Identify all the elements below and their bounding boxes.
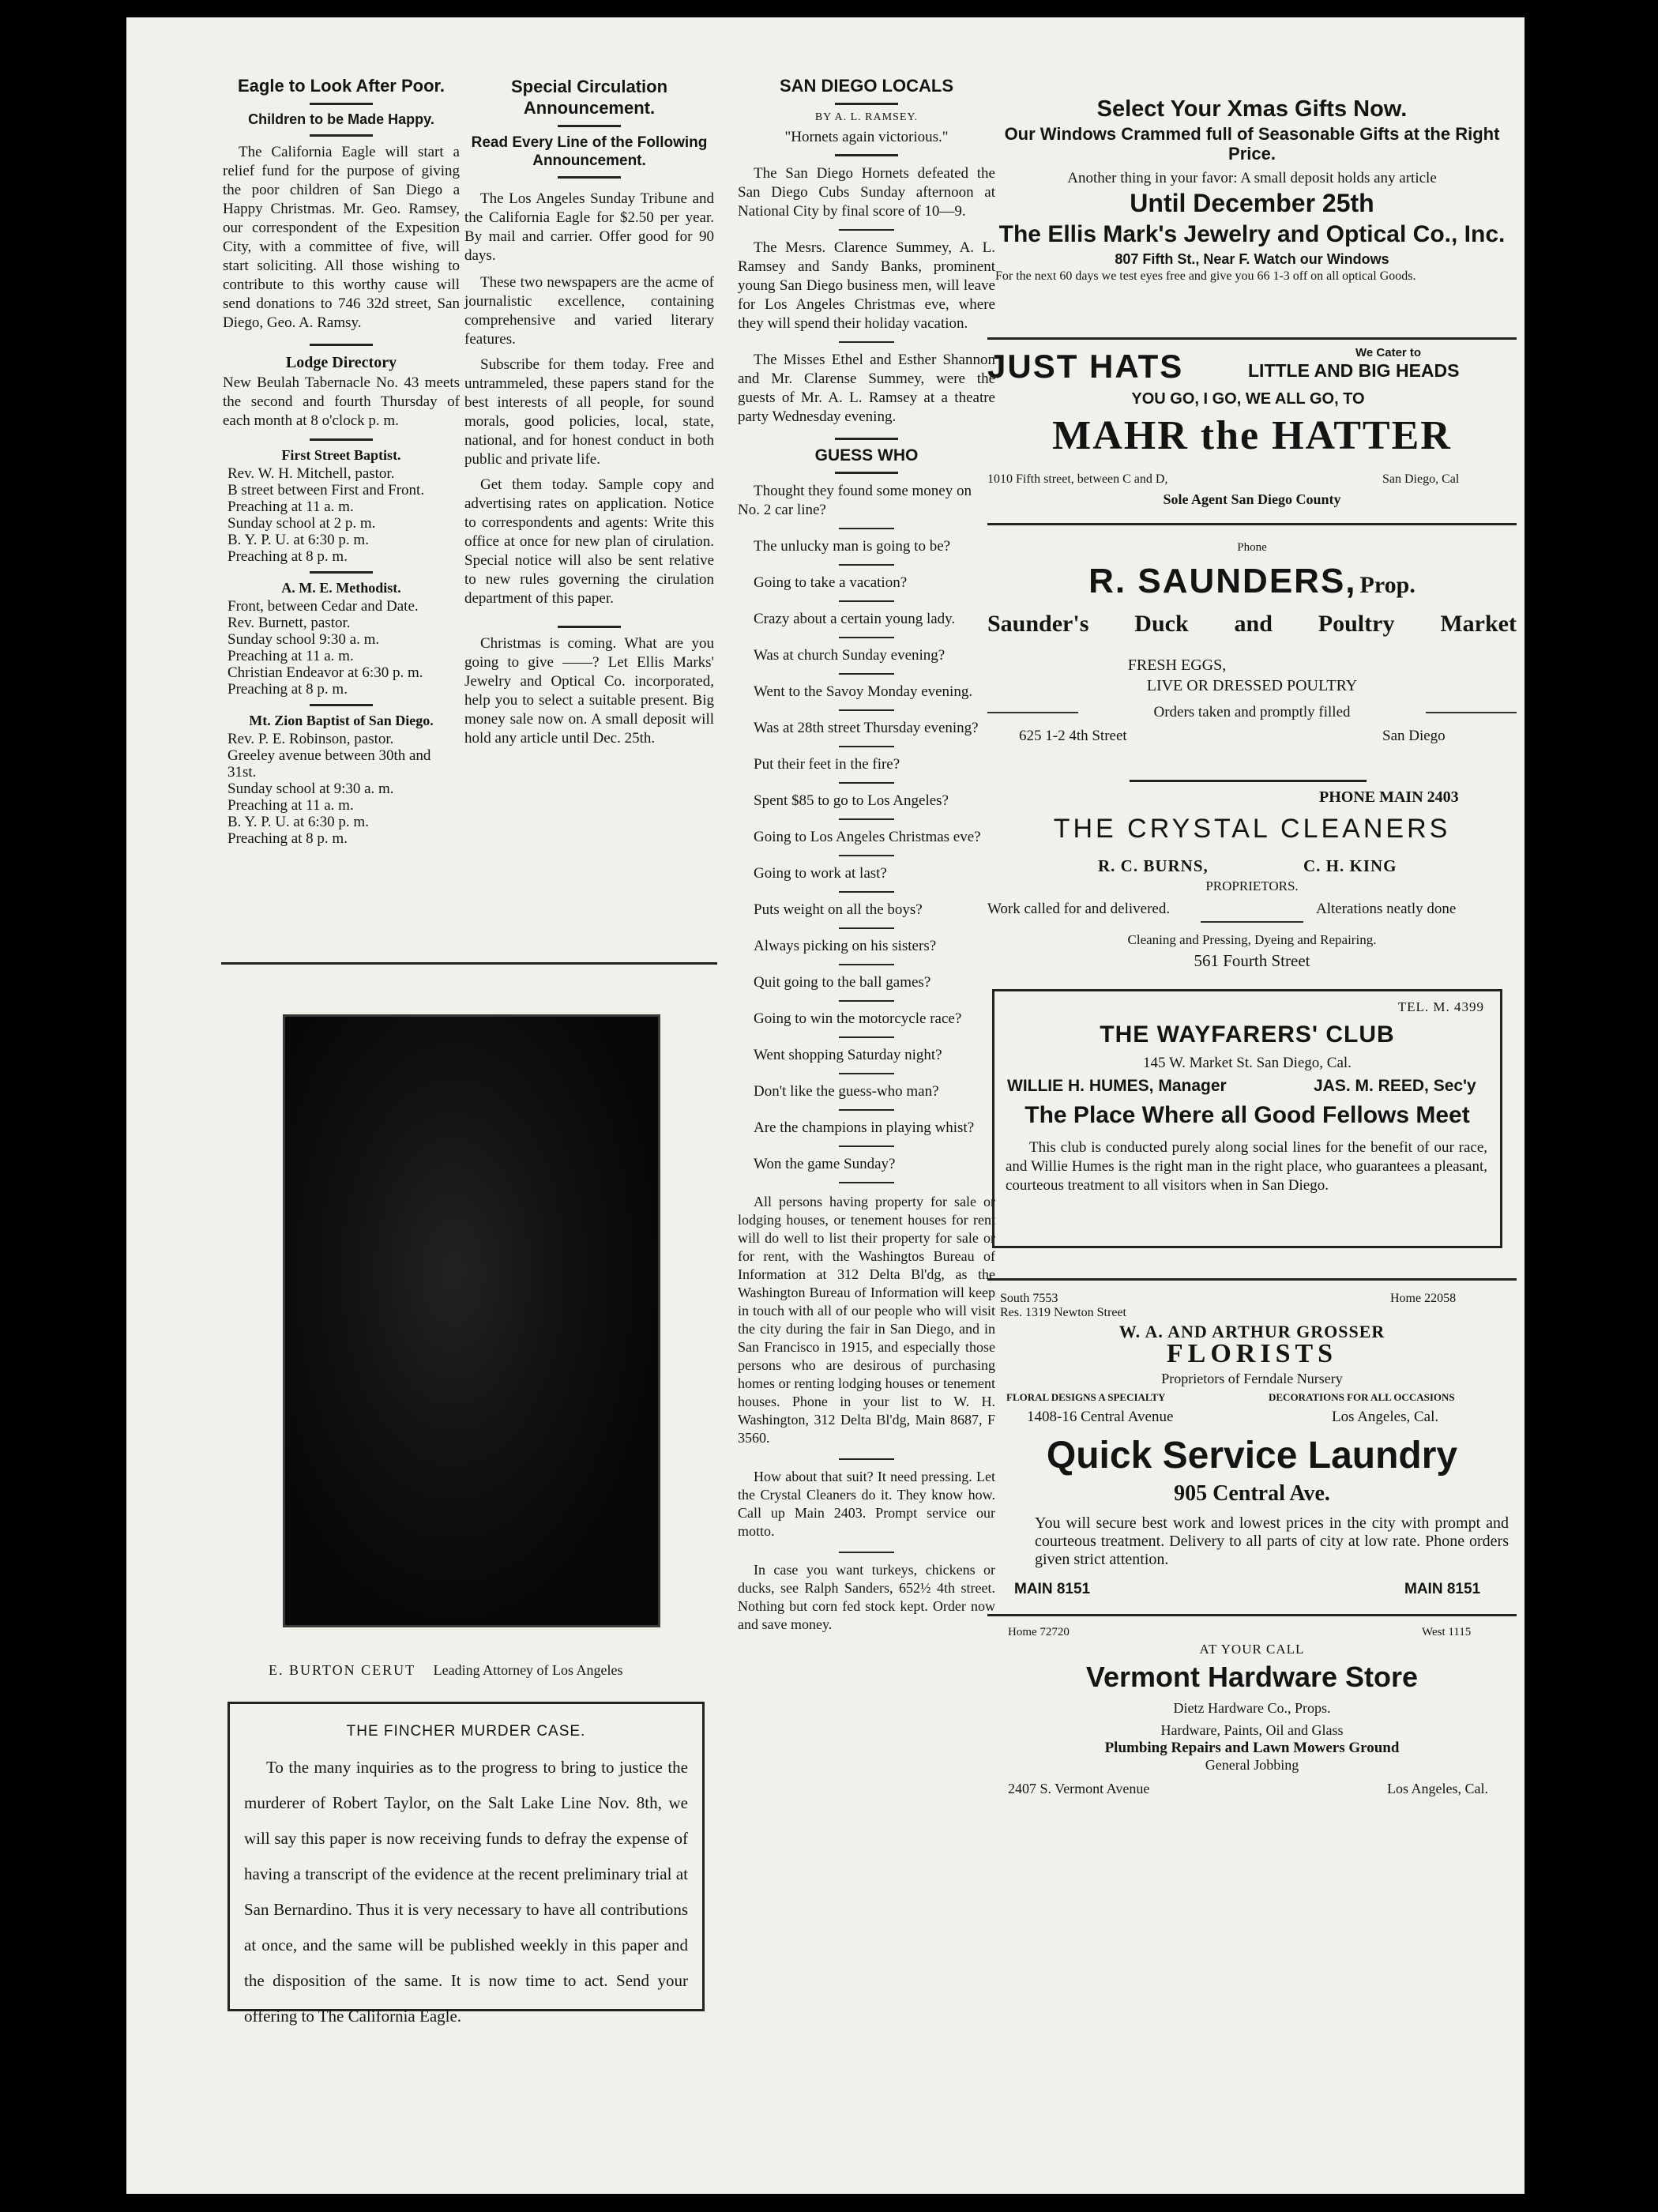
zion-list — [223, 731, 460, 847]
vermont-address: 2407 S. Vermont Avenue — [1008, 1781, 1150, 1796]
grosser-florists-ad — [987, 1281, 1517, 1428]
vermont-props: Dietz Hardware Co., Props. — [1173, 1700, 1331, 1716]
grosser-proprietors: Proprietors of Ferndale Nursery — [1161, 1371, 1343, 1386]
list-item: Rev. Burnett, pastor. — [227, 615, 351, 631]
grosser-florists: FLORISTS — [1166, 1339, 1338, 1368]
saunders-market-word: Poultry — [1318, 611, 1395, 637]
wayfarers-tel: TEL. M. 4399 — [1397, 999, 1484, 1014]
crystal-name: THE CRYSTAL CLEANERS — [1053, 814, 1451, 844]
list-item: Christian Endeavor at 6:30 p. m. — [227, 664, 423, 681]
zion-heading: Mt. Zion Baptist of San Diego. — [249, 713, 434, 728]
list-item: Went to the Savoy Monday evening. — [754, 683, 973, 700]
circulation-para-2: These two newspapers are the acme of journalistic excellence, containing comprehensive and varied literary features. — [464, 274, 714, 348]
column-3 — [738, 76, 995, 1634]
list-item: Thought they found some money on No. 2 car line? — [738, 483, 972, 518]
mahr-name: MAHR the HATTER — [1052, 413, 1452, 458]
vermont-line-2: Plumbing Repairs and Lawn Mowers Ground — [1104, 1740, 1400, 1756]
wayfarers-secretary: JAS. M. REED, Sec'y — [1314, 1077, 1476, 1095]
list-item: Was at church Sunday evening? — [754, 647, 946, 664]
saunders-market-word: and — [1234, 611, 1273, 637]
wayfarers-address: 145 W. Market St. San Diego, Cal. — [1143, 1055, 1352, 1071]
circulation-para-1: The Los Angeles Sunday Tribune and the California Eagle for $2.50 per year. By mail and carrier. Offer good for 90 days. — [464, 190, 714, 264]
list-item: Rev. P. E. Robinson, pastor. — [227, 731, 394, 747]
crystal-address: 561 Fourth Street — [1194, 951, 1310, 970]
lodge-directory-body: New Beulah Tabernacle No. 43 meets the second and fourth Thursday of each month at 8 o'clock p. m. — [223, 374, 460, 429]
vermont-west: West 1115 — [1422, 1626, 1472, 1638]
circulation-para-3: Subscribe for them today. Free and untrammeled, these papers stand for the best interests of all people, for sound morals, good policies, local, state, national, and for honest conduct in both public and private life. — [464, 356, 714, 468]
list-item: Spent $85 to go to Los Angeles? — [754, 792, 949, 809]
list-item: Won the game Sunday? — [754, 1156, 896, 1172]
grosser-south: South 7553 — [1000, 1292, 1058, 1305]
locals-para-2: The Mesrs. Clarence Summey, A. L. Ramsey and Sandy Banks, prominent young San Diego business men, will leave for Los Angeles Christmas eve, where they will spend their holiday vacation. — [738, 239, 995, 332]
list-item: Rev. W. H. Mitchell, pastor. — [227, 465, 395, 482]
list-item: Going to win the motorcycle race? — [754, 1010, 962, 1027]
vermont-home: Home 72720 — [1008, 1626, 1070, 1638]
locals-byline: BY A. L. RAMSEY. — [814, 111, 919, 123]
list-item: Preaching at 11 a. m. — [227, 498, 354, 515]
newspaper-page — [126, 17, 1525, 2194]
ellis-deposit: Another thing in your favor: A small deposit holds any article — [1067, 170, 1437, 186]
vermont-name: Vermont Hardware Store — [1085, 1661, 1419, 1693]
list-item: Always picking on his sisters? — [754, 938, 937, 954]
crystal-cleaning: Cleaning and Pressing, Dyeing and Repairing. — [1127, 932, 1377, 947]
photo-caption-name: E. BURTON CERUT — [269, 1662, 416, 1678]
crystal-work: Work called for and delivered. — [987, 901, 1171, 917]
saunders-market-word: Market — [1440, 611, 1517, 637]
crystal-prop-2: C. H. KING — [1303, 856, 1397, 875]
saunders-name: R. SAUNDERS, — [1088, 562, 1357, 600]
first-baptist-list — [223, 465, 460, 565]
saunders-address: 625 1-2 4th Street — [1019, 728, 1127, 744]
wayfarers-club-ad — [992, 989, 1502, 1248]
mahr-heads: LITTLE AND BIG HEADS — [1248, 360, 1460, 381]
turkeys-notice: In case you want turkeys, chickens or ducks, see Ralph Sanders, 652½ 4th street. Nothing but corn fed stock kept. Order now and save money. — [738, 1562, 995, 1632]
list-item: B. Y. P. U. at 6:30 p. m. — [227, 532, 369, 548]
saunders-ad — [987, 525, 1517, 780]
saunders-poultry: LIVE OR DRESSED POULTRY — [1146, 677, 1358, 694]
ellis-date: Until December 25th — [1130, 189, 1374, 217]
christmas-notice: Christmas is coming. What are you going to give ——? Let Ellis Marks' Jewelry and Optical Co. incorporated, help you to select a suitable present. Big money sale now on. A small deposit will hold any article until Dec. 25th. — [464, 635, 714, 747]
list-item: Crazy about a certain young lady. — [754, 611, 956, 627]
poor-relief-body: The California Eagle will start a relief fund for the purpose of giving the poor children of San Diego a Happy Christmas. Mr. Geo. Ramsey, our correspondent of the Expesition City, with a committee of five, will start soliciting. All those wishing to contribute to this worthy cause will send donations to 746 32d street, San Diego, Geo. A. Ramsy. — [223, 144, 460, 331]
locals-para-3: The Misses Ethel and Esther Shannon and Mr. Clarense Summey, were the guests of Mr. A. L. Ramsey at a theatre party Wednesday evening. — [738, 352, 995, 425]
poor-relief-headline: Eagle to Look After Poor. — [238, 76, 445, 96]
mahr-hatter-ad — [987, 340, 1517, 523]
laundry-main-right: MAIN 8151 — [1404, 1581, 1481, 1597]
grosser-res: Res. 1319 Newton Street — [1000, 1306, 1126, 1319]
list-item: Going to work at last? — [754, 865, 887, 882]
grosser-address: 1408-16 Central Avenue — [1027, 1409, 1174, 1425]
grosser-floral: FLORAL DESIGNS A SPECIALTY — [1006, 1391, 1166, 1403]
guess-who-heading: GUESS WHO — [814, 446, 919, 465]
locals-quote: "Hornets again victorious." — [784, 129, 949, 145]
vermont-line-3: General Jobbing — [1205, 1757, 1299, 1773]
ellis-eyes: For the next 60 days we test eyes free and give you 66 1-3 off on all optical Goods. — [995, 269, 1416, 283]
locals-para-1: The San Diego Hornets defeated the San Diego Cubs Sunday afternoon at National City by final score of 10—9. — [738, 165, 995, 220]
poor-relief-subhead: Children to be Made Happy. — [248, 111, 434, 127]
saunders-market — [987, 611, 1517, 638]
wayfarers-name: THE WAYFARERS' CLUB — [1100, 1021, 1395, 1048]
laundry-main-left: MAIN 8151 — [1014, 1581, 1091, 1597]
list-item: Preaching at 11 a. m. — [227, 648, 354, 664]
crystal-alterations: Alterations neatly done — [1316, 901, 1457, 917]
list-item: Quit going to the ball games? — [754, 974, 931, 991]
list-item: Don't like the guess-who man? — [754, 1083, 939, 1100]
list-item: Put their feet in the fire? — [754, 756, 900, 773]
ellis-address: 807 Fifth St., Near F. Watch our Windows — [1115, 251, 1389, 267]
mahr-agent: Sole Agent San Diego County — [1163, 491, 1341, 507]
section-divider — [221, 962, 717, 965]
saunders-phone: Phone — [1237, 541, 1267, 554]
saunders-prop: Prop. — [1359, 572, 1416, 598]
ellis-windows: Our Windows Crammed full of Seasonable Gifts at the Right Price. — [1004, 124, 1500, 164]
list-item: The unlucky man is going to be? — [754, 538, 951, 555]
list-item: Sunday school at 9:30 a. m. — [227, 781, 394, 797]
fincher-murder-box — [227, 1702, 705, 2026]
crystal-cleaners-ad — [987, 782, 1517, 972]
photo-caption-desc: Leading Attorney of Los Angeles — [433, 1662, 623, 1678]
laundry-body: You will secure best work and lowest prices in the city with prompt and courteous treatment. Delivery to all parts of city at low rate. Phone orders given strict attention. — [1035, 1514, 1509, 1568]
list-item: Are the champions in playing whist? — [754, 1119, 975, 1136]
vermont-line-1: Hardware, Paints, Oil and Glass — [1160, 1722, 1344, 1738]
saunders-market-word: Duck — [1134, 611, 1189, 637]
list-item: Front, between Cedar and Date. — [227, 598, 419, 615]
circulation-para-4: Get them today. Sample copy and advertising rates on application. Notice to correspondents and agents: Write this office at once for new plan of cirulation. Special notice will also be sent relative to new rules governing the cirulation department of this paper. — [464, 476, 714, 607]
list-item: Preaching at 8 p. m. — [227, 830, 348, 847]
grosser-decorations: DECORATIONS FOR ALL OCCASIONS — [1269, 1391, 1455, 1403]
lodge-directory-heading: Lodge Directory — [285, 354, 397, 371]
fincher-title: THE FINCHER MURDER CASE. — [346, 1723, 586, 1740]
ellis-company: The Ellis Mark's Jewelry and Optical Co., Inc. — [998, 221, 1506, 247]
crystal-phone: PHONE MAIN 2403 — [1319, 788, 1459, 806]
wayfarers-manager: WILLIE H. HUMES, Manager — [1007, 1077, 1227, 1095]
list-item: Preaching at 11 a. m. — [227, 797, 354, 814]
list-item: Greeley avenue between 30th and 31st. — [227, 747, 431, 781]
portrait-photo — [283, 1014, 660, 1627]
mahr-cater: We Cater to — [1355, 346, 1422, 359]
saunders-title — [987, 562, 1517, 601]
guess-who-list — [738, 482, 995, 1183]
vermont-call: AT YOUR CALL — [1199, 1642, 1305, 1657]
list-item: Going to Los Angeles Christmas eve? — [754, 829, 981, 845]
list-item: Went shopping Saturday night? — [754, 1047, 942, 1063]
ame-heading: A. M. E. Methodist. — [281, 580, 401, 596]
wayfarers-body: This club is conducted purely along social lines for the benefit of our race, and Willie Humes is the right man in the right place, who guarantees a pleasant, courteous treatment to all visitors when in San Diego. — [1006, 1139, 1487, 1194]
ads-column — [987, 87, 1517, 1803]
list-item: Sunday school 9:30 a. m. — [227, 631, 380, 648]
saunders-orders: Orders taken and promptly filled — [1078, 704, 1426, 721]
vermont-hardware-ad — [987, 1616, 1517, 1803]
suit-notice: How about that suit? It need pressing. Let the Crystal Cleaners do it. They know how. Call up Main 2403. Prompt service our motto. — [738, 1469, 995, 1539]
property-notice: All persons having property for sale or lodging houses, or tenement houses for rent will do well to list their property for sale or for rent, with the Washingtos Bureau of Information at 312 Delta Bl'dg, as the Washington Bureau of Information will keep in touch with all of our people who will visit the city during the fair in San Diego, and in San Francisco in 1915, and especially those persons who are desirous of purchasing homes or renting lodging houses or tenement houses. Phone in your list to W. H. Washington, 312 Delta Bl'dg, Main 8687, F 3560. — [738, 1194, 995, 1446]
crystal-proprietors: PROPRIETORS. — [1205, 878, 1299, 893]
crystal-prop-1: R. C. BURNS, — [1098, 856, 1209, 875]
vermont-city: Los Angeles, Cal. — [1387, 1781, 1488, 1796]
list-item: Preaching at 8 p. m. — [227, 681, 348, 698]
saunders-eggs: FRESH EGGS, — [1127, 656, 1227, 674]
list-item: B. Y. P. U. at 6:30 p. m. — [227, 814, 369, 830]
saunders-market-word: Saunder's — [987, 611, 1089, 637]
grosser-city: Los Angeles, Cal. — [1332, 1409, 1439, 1425]
column-2 — [464, 76, 714, 748]
saunders-city: San Diego — [1382, 728, 1446, 744]
list-item: Puts weight on all the boys? — [754, 901, 923, 918]
fincher-body: To the many inquiries as to the progress to bring to justice the murderer of Robert Taylor, on the Salt Lake Line Nov. 8th, we will say this paper is now receiving funds to defray the expense of having a transcript of the evidence at the recent preliminary trial at San Bernardino. Thus it is very necessary to have all contributions at once, and the same will be published weekly in this paper and the disposition of the same. It is now time to act. Send your offering to The California Eagle. — [244, 1758, 688, 2026]
laundry-address: 905 Central Ave. — [1174, 1481, 1330, 1506]
photo-caption — [269, 1662, 695, 1679]
laundry-name: Quick Service Laundry — [1046, 1435, 1458, 1477]
grosser-home: Home 22058 — [1390, 1292, 1457, 1305]
circulation-headline: Special Circulation Announcement. — [510, 77, 668, 118]
ellis-marks-ad — [987, 96, 1517, 337]
ellis-headline: Select Your Xmas Gifts Now. — [1096, 96, 1408, 122]
locals-headline: SAN DIEGO LOCALS — [779, 76, 953, 96]
list-item: Preaching at 8 p. m. — [227, 548, 348, 565]
wayfarers-slogan: The Place Where all Good Fellows Meet — [1025, 1102, 1470, 1128]
list-item: Going to take a vacation? — [754, 574, 908, 591]
list-item: B street between First and Front. — [227, 482, 425, 498]
circulation-subhead: Read Every Line of the Following Announcement. — [471, 134, 708, 169]
mahr-address: 1010 Fifth street, between C and D, — [987, 472, 1168, 486]
mahr-city: San Diego, Cal — [1382, 472, 1460, 486]
mahr-just-hats: JUST HATS — [987, 348, 1184, 385]
ame-list — [223, 598, 460, 698]
mahr-go: YOU GO, I GO, WE ALL GO, TO — [1131, 390, 1365, 408]
laundry-ad — [987, 1428, 1517, 1606]
first-baptist-heading: First Street Baptist. — [281, 447, 401, 463]
column-1 — [223, 76, 460, 847]
list-item: Was at 28th street Thursday evening? — [754, 720, 979, 736]
list-item: Sunday school at 2 p. m. — [227, 515, 376, 532]
grosser-names: W. A. AND ARTHUR GROSSER — [1118, 1322, 1385, 1341]
